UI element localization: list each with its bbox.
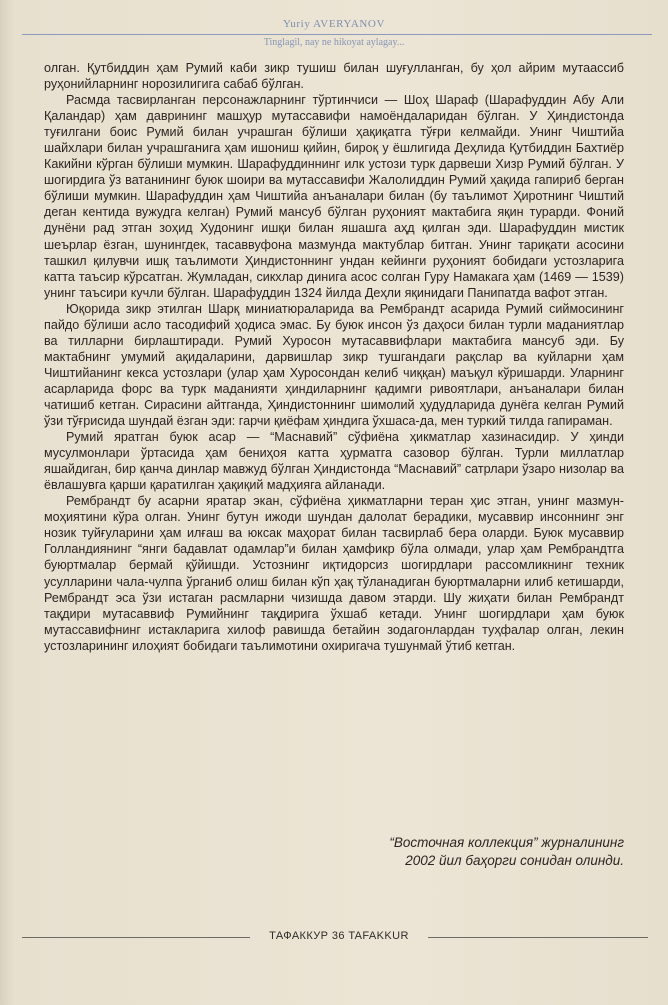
paragraph: Расмда тасвирланган персонажларнинг тўртинчиси — Шоҳ Шараф (Шарафуддин Абу Али Қаландар) ҳам даврининг машҳур мутассавифи намоёндаларидан бўлган. У Ҳиндистонда туғилгани боис Румий билан учрашган бўлиши ҳақиқатга тўғри келмайди. Унинг Чиштийа шайхлари билан учрашганига ҳам ишониш қийин, бироқ у ёшлигида Деҳлида Қутбиддин Бахтиёр Какийни кўрган бўлиши мумкин. Шарафуддиннинг илк устози турк дарвеши Хизр Румий бўлган. У шогирдига ўз ватанининг буюк шоири ва мутассавифи Жалолиддин Румий ҳақида гапириб берган бўлиши мумкин. Шарафуддин ҳам Чиштийа анъаналари билан (бу таълимот Ҳиротнинг Чиштий деган кентида вужудга келган) Румий мансуб бўлган руҳоният мактабига яқин турарди. Фоний дунёни рад этган зоҳид Худонинг ишқи билан яшашга аҳд қилган эди. Шарафуддин мистик шеърлар ёзган, шунингдек, тасаввуфона мазмунда мактублар битган. Унинг тариқати асосини ташкил қилувчи ишқ таълимоти Ҳиндистоннинг ундан кейинги руҳоният бобидаги устозларига катта таъсир кўрсатган. Жумладан, сикхлар динига асос солган Гуру Намакага ҳам (1469 — 1539) унинг таъсири кучли бўлган. Шарафуддин 1324 йилда Деҳли яқинидаги Панипатда вафот этган. (44, 93, 624, 300)
header-divider (22, 34, 652, 35)
source-note-line: “Восточная коллекция” журналининг (389, 835, 624, 850)
paragraph: Юқорида зикр этилган Шарқ миниатюраларида ва Рембрандт асарида Румий сиймосининг пайдо бўлиши асло тасодифий ҳодиса эмас. Бу буюк инсон ўз даҳоси билан турли маданиятлар ва тилларни бирлаштиради. Румий Хуросон мутасаввифлари мактабига мансуб эди. Бу мактабнинг умумий ақидаларини, дарвишлар зикр тушгандаги рақслар ва куйларни ҳам Чиштийанинг кекса устозлари (улар ҳам Хуросондан келиб чиққан) маъқул кўришарди. Уларнинг асарларида форс ва турк маданияти ҳиндиларнинг қадимги ривоятлари, анъаналари билан чатишиб кетган. Сирасини айтганда, Ҳиндистоннинг шимолий ҳудудларида дунёга келган Румий ўзи тўғрисида шундай ёзган эди: гарчи қиёфам ҳиндига ўхшаса-да, мен туркий тилда гапираман. (44, 301, 624, 429)
header-subtitle: Tinglagil, nay ne hikoyat aylagay... (263, 37, 405, 48)
paragraph: Рембрандт бу асарни яратар экан, сўфиёна ҳикматларни теран ҳис этган, унинг мазмун-моҳиятини кўра олган. Унинг бутун ижоди шундан далолат берадики, мусаввир инсоннинг энг нозик туйғуларини ҳам илғаш ва юксак маҳорат билан тасвирлаб бера оларди. Буюк мусаввир Голландиянинг “янги бадавлат одамлар”и билан ҳамфикр бўла олмади, улар ҳам Рембрандтга буюртмалар бермай қўйишди. Устознинг иқтидорсиз шогирдлари рассомликнинг техник усулларини чала-чулпа ўрганиб олиш билан кўп ҳақ тўланадиган буюртмаларни илиб кетишарди, Рембрандт эса ўзи истаган расмларни чизишда давом этарди. Шу жиҳати билан Рембрандт тақдири мутасаввиф Румийнинг тақдирига ўхшаб кетади. Унинг шогирдлари ҳам буюк мутассавифнинг истакларига хилоф равишда бетайин зодагонлардан туҳфалар олган, лекин устозларининг илоҳият бобидаги таълимотини охиригача тушунмай ўтиб кетган. (44, 494, 624, 653)
paragraph: олган. Қутбиддин ҳам Румий каби зикр тушиш билан шуғулланган, бу ҳол айрим мутаассиб руҳонийларнинг норозилигига сабаб бўлган. (44, 61, 624, 92)
page-footer (0, 928, 668, 948)
source-note-line: 2002 йил баҳорги сонидан олинди. (405, 853, 624, 868)
paragraph: Румий яратган буюк асар — “Маснавий” сўфиёна ҳикматлар хазинасидир. У ҳинди мусулмонлари ўртасида ҳам бениҳоя катта ҳурматга сазовор бўлган. Турли миллатлар яшайдиган, бир қанча динлар мавжуд бўлган Ҳиндистонда “Маснавий” сатрлари ўзаро низолар ва ёвлашувга қарши қаратилган ҳақиқий мадҳияга айланади. (44, 430, 624, 493)
footer-page-number: ТАФАККУР 36 TAFAKKUR (269, 930, 409, 942)
running-header (0, 0, 668, 52)
article-body (44, 60, 624, 654)
footer-rule-left (22, 937, 250, 938)
source-note (300, 834, 624, 870)
header-author: Yuriy AVERYANOV (282, 18, 385, 30)
footer-rule-right (428, 937, 648, 938)
